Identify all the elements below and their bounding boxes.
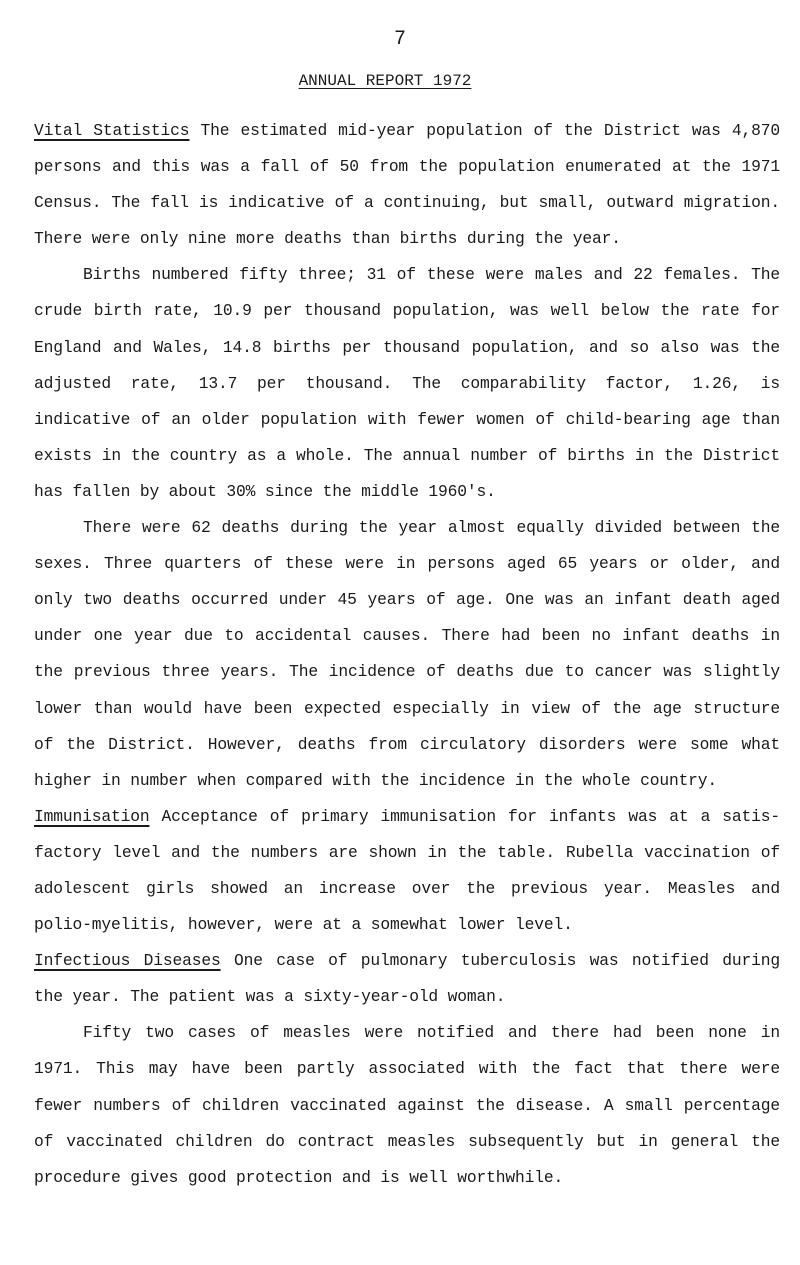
paragraph-text: The estimated mid-year population of the District was 4,870 persons and this was a fall of 50 from the population enumerated at the 1971 Census. The fall is indicative of a continuing, but small, outward migration. There were only nine more deaths than births during the year. (34, 121, 780, 249)
immunisation-paragraph (34, 799, 780, 943)
vital-statistics-heading: Vital Statistics (34, 121, 190, 140)
infectious-diseases-paragraph-1 (34, 943, 780, 1015)
paragraph-text: Acceptance of primary immunisation for infants was at a satis-factory level and the numbers are shown in the table. Rubella vaccination of adolescent girls showed an increase over the previous year. Measles and polio-myelitis, however, were at a somewhat lower level. (34, 806, 781, 935)
report-body (34, 113, 780, 1196)
infectious-diseases-paragraph-2: Fifty two cases of measles were notified and there had been none in 1971. This may have been partly associated with the fact that there were fewer numbers of children vaccinated against the disease. A small percentage of vaccinated children do contract measles subsequently but in general the procedure gives good protection and is well worthwhile. (34, 1023, 780, 1187)
paragraph-text: One case of pulmonary tuberculosis was notified during the year. The patient was a sixty-year-old woman. (34, 951, 781, 1007)
infectious-diseases-heading: Infectious Diseases (34, 951, 221, 971)
vital-statistics-paragraph-3: There were 62 deaths during the year almost equally divided between the sexes. Three quarters of these were in persons aged 65 years or older, and only two deaths occurred under 45 years of age. One was an infant death aged under one year due to accidental causes. There had been no infant deaths in the previous three years. The incidence of deaths due to cancer was slightly lower than would have been expected especially in view of the age structure of the District. However, deaths from circulatory disorders were some what higher in number when compared with the incidence in the whole country. (34, 518, 780, 790)
vital-statistics-paragraph-2: Births numbered fifty three; 31 of these were males and 22 females. The crude birth rate, 10.9 per thousand population, was well below the rate for England and Wales, 14.8 births per thousand population, and so also was the adjusted rate, 13.7 per thousand. The comparability factor, 1.26, is indicative of an older population with fewer women of child-bearing age than exists in the country as a whole. The annual number of births in the District has fallen by about 30% since the middle 1960's. (34, 265, 780, 501)
page-number: 7 (393, 28, 406, 51)
immunisation-heading: Immunisation (34, 806, 150, 826)
vital-statistics-paragraph-1 (34, 113, 780, 257)
report-title: ANNUAL REPORT 1972 (298, 72, 472, 90)
